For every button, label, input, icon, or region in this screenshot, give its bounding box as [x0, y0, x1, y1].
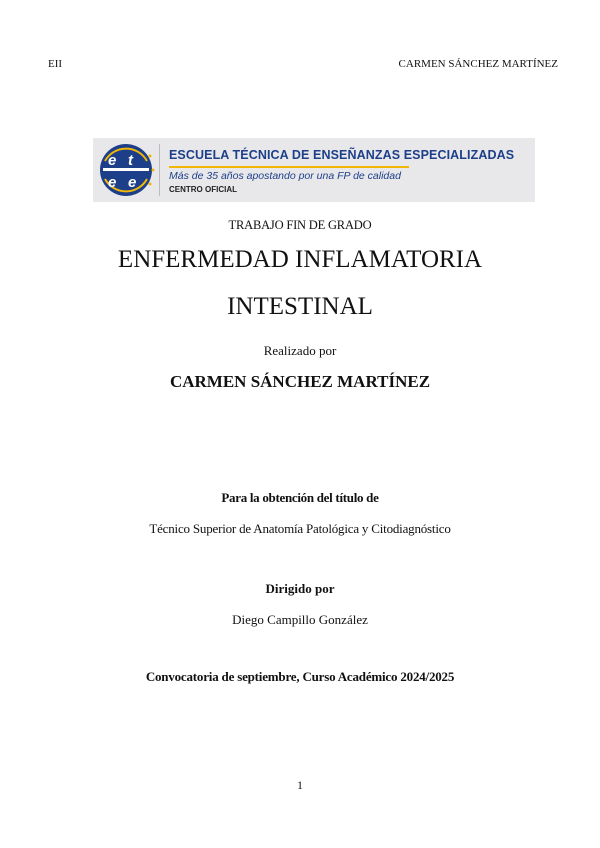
- convocatoria: Convocatoria de septiembre, Curso Académico 2024/2025: [145, 669, 455, 684]
- obtention-label: Para la obtención del título de: [221, 490, 379, 505]
- document-type: TRABAJO FIN DE GRADO: [228, 218, 372, 232]
- svg-text:e: e: [108, 152, 117, 169]
- school-tagline: Más de 35 años apostando por una FP de calidad: [169, 170, 401, 182]
- school-name: ESCUELA TÉCNICA DE ENSEÑANZAS ESPECIALIZADAS: [169, 148, 515, 162]
- banner-divider: [159, 144, 160, 196]
- official-center-label: CENTRO OFICIAL: [169, 185, 237, 194]
- director-name: Diego Campillo González: [232, 612, 368, 627]
- header-left: EII: [48, 58, 63, 70]
- page-number: 1: [297, 778, 303, 792]
- author-name: CARMEN SÁNCHEZ MARTÍNEZ: [169, 372, 431, 391]
- svg-text:e: e: [108, 174, 117, 191]
- school-banner: [93, 138, 535, 202]
- header-right: CARMEN SÁNCHEZ MARTÍNEZ: [398, 58, 558, 70]
- title-line-1: ENFERMEDAD INFLAMATORIA: [117, 246, 483, 273]
- banner-accent-rule: [169, 166, 409, 168]
- svg-text:e: e: [128, 174, 137, 191]
- title-line-2: INTESTINAL: [227, 293, 373, 320]
- ete-logo-icon: [97, 141, 157, 199]
- degree-name: Técnico Superior de Anatomía Patológica y Citodiagnóstico: [149, 521, 451, 536]
- director-label: Dirigido por: [265, 581, 335, 596]
- svg-text:t: t: [128, 152, 133, 169]
- byline-label: Realizado por: [263, 343, 337, 358]
